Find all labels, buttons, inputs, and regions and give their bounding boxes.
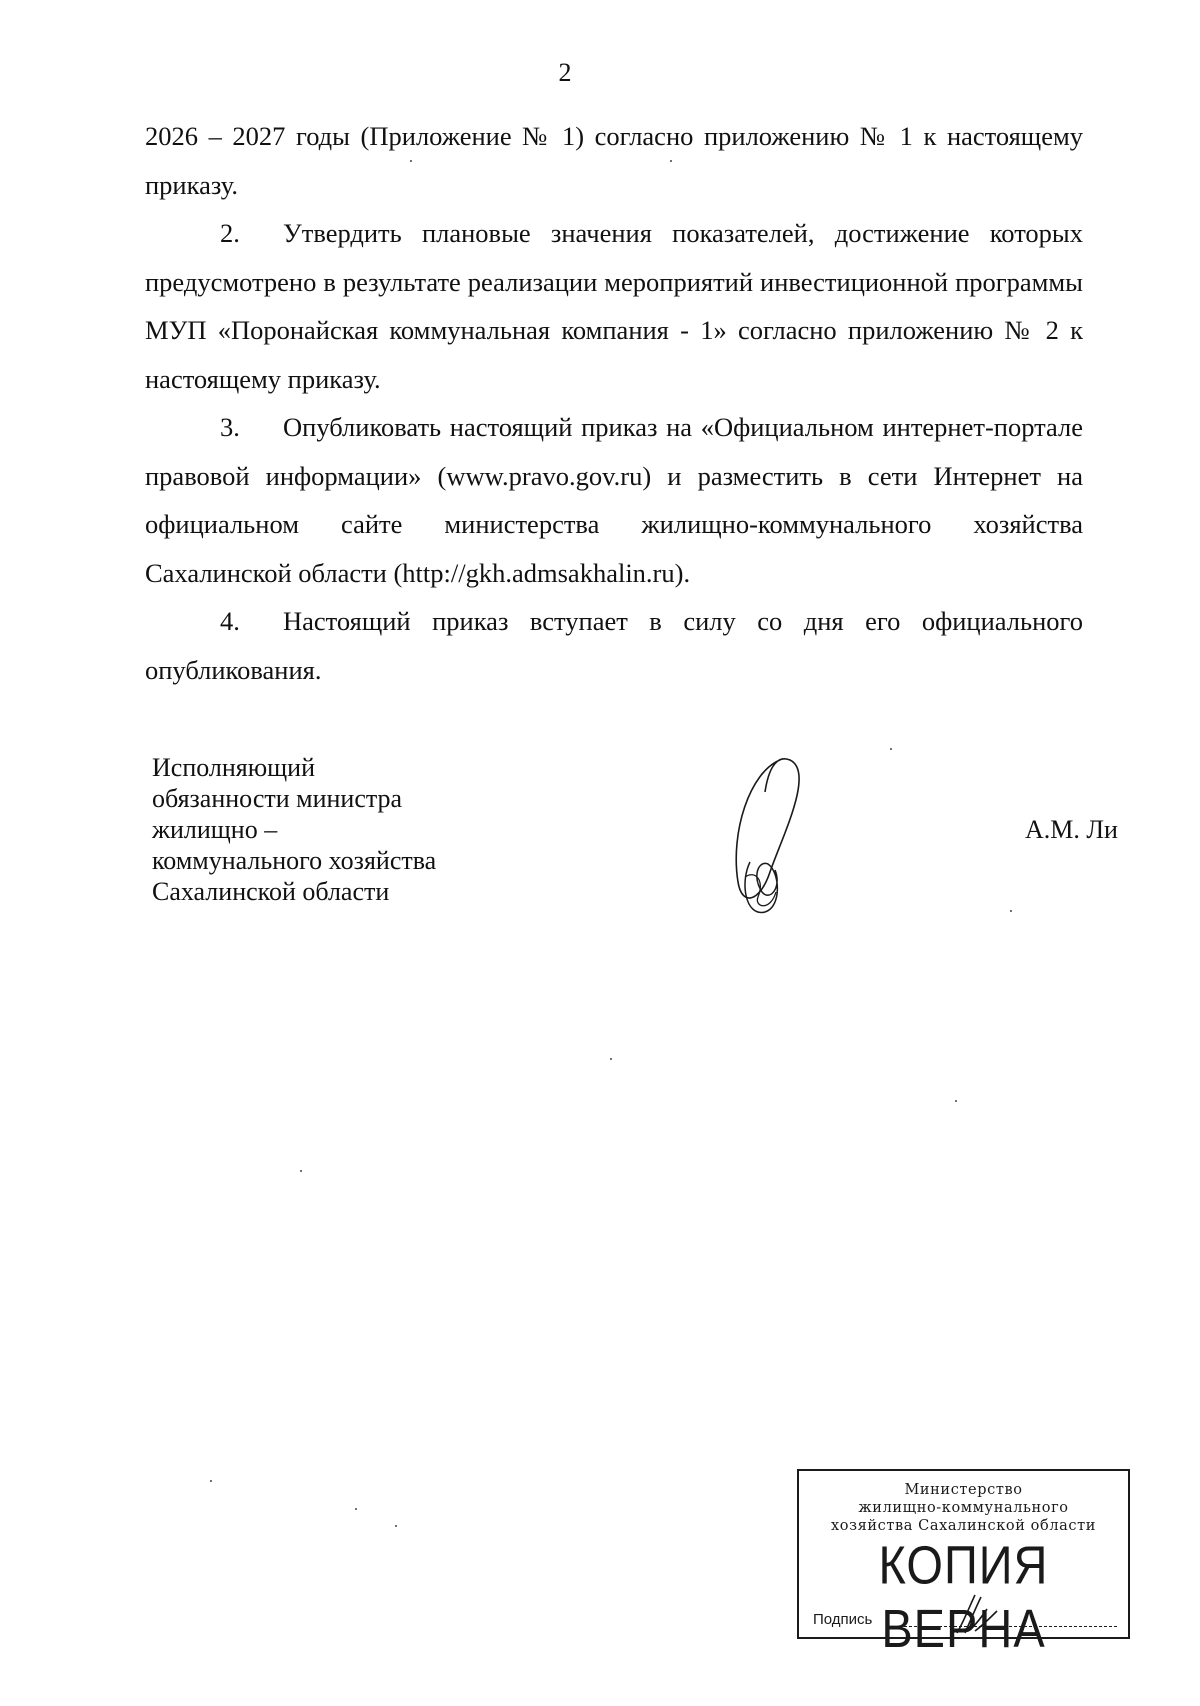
scan-speck [610,1058,612,1060]
item-number: 4. [220,606,240,636]
scan-speck [395,1525,397,1527]
stamp-department: жилищно-коммунального [858,1500,1069,1516]
item-number: 2. [220,218,240,248]
item-number: 3. [220,412,240,442]
stamp-signature-label: Подпись [813,1611,873,1628]
signer-title-line: Исполняющий [152,753,316,782]
stamp-ministry: Министерство [904,1482,1023,1498]
signer-title-line: Сахалинской области [152,877,390,906]
item-text: Утвердить плановые значения показателей, достижение которых предусмотрено в результате реализации мероприятий инвестиционной программы МУП «Поронайская коммунальная компания - 1» согласно приложению № 2 к настоящему приказу. [145,218,1083,394]
scan-speck [410,160,412,162]
scan-speck [670,160,672,162]
scan-speck [355,1508,357,1510]
stamp-signature [947,1589,1003,1639]
signer-title-line: коммунального хозяйства [152,846,437,875]
signer-name: А.М. Ли [1025,815,1118,844]
handwritten-signature [720,752,830,922]
continuation-paragraph: 2026 – 2027 годы (Приложение № 1) согласно приложению № 1 к настоящему приказу. [145,121,1083,200]
stamp-main-text: КОПИЯ ВЕРНА [878,1534,1049,1659]
stamp-signature-line [889,1626,1117,1627]
copy-certified-stamp [797,1469,1130,1659]
scan-speck [1010,910,1012,912]
scan-speck [210,1480,212,1482]
stamp-region: хозяйства Сахалинской области [831,1518,1096,1534]
scan-speck [300,1170,302,1172]
signer-title-line: обязанности министра [152,784,403,813]
item-text: Опубликовать настоящий приказ на «Официальном интернет-портале правовой информации» (www.pravo.gov.ru) и разместить в сети Интернет на официальном сайте министерства жилищно-коммунального хозяйства Сахалинской области (http://gkh.admsakhalin.ru). [145,412,1083,588]
item-text: Настоящий приказ вступает в силу со дня его официального опубликования. [145,606,1083,685]
order-item-3 [145,403,1083,597]
order-item-4 [145,597,1083,694]
scan-speck [890,748,892,750]
page-number: 2 [558,58,572,87]
order-body [145,112,1083,694]
signer-title-line: жилищно – [152,815,278,844]
scan-speck [955,1100,957,1102]
signer-title [152,752,436,907]
order-item-2 [145,209,1083,403]
